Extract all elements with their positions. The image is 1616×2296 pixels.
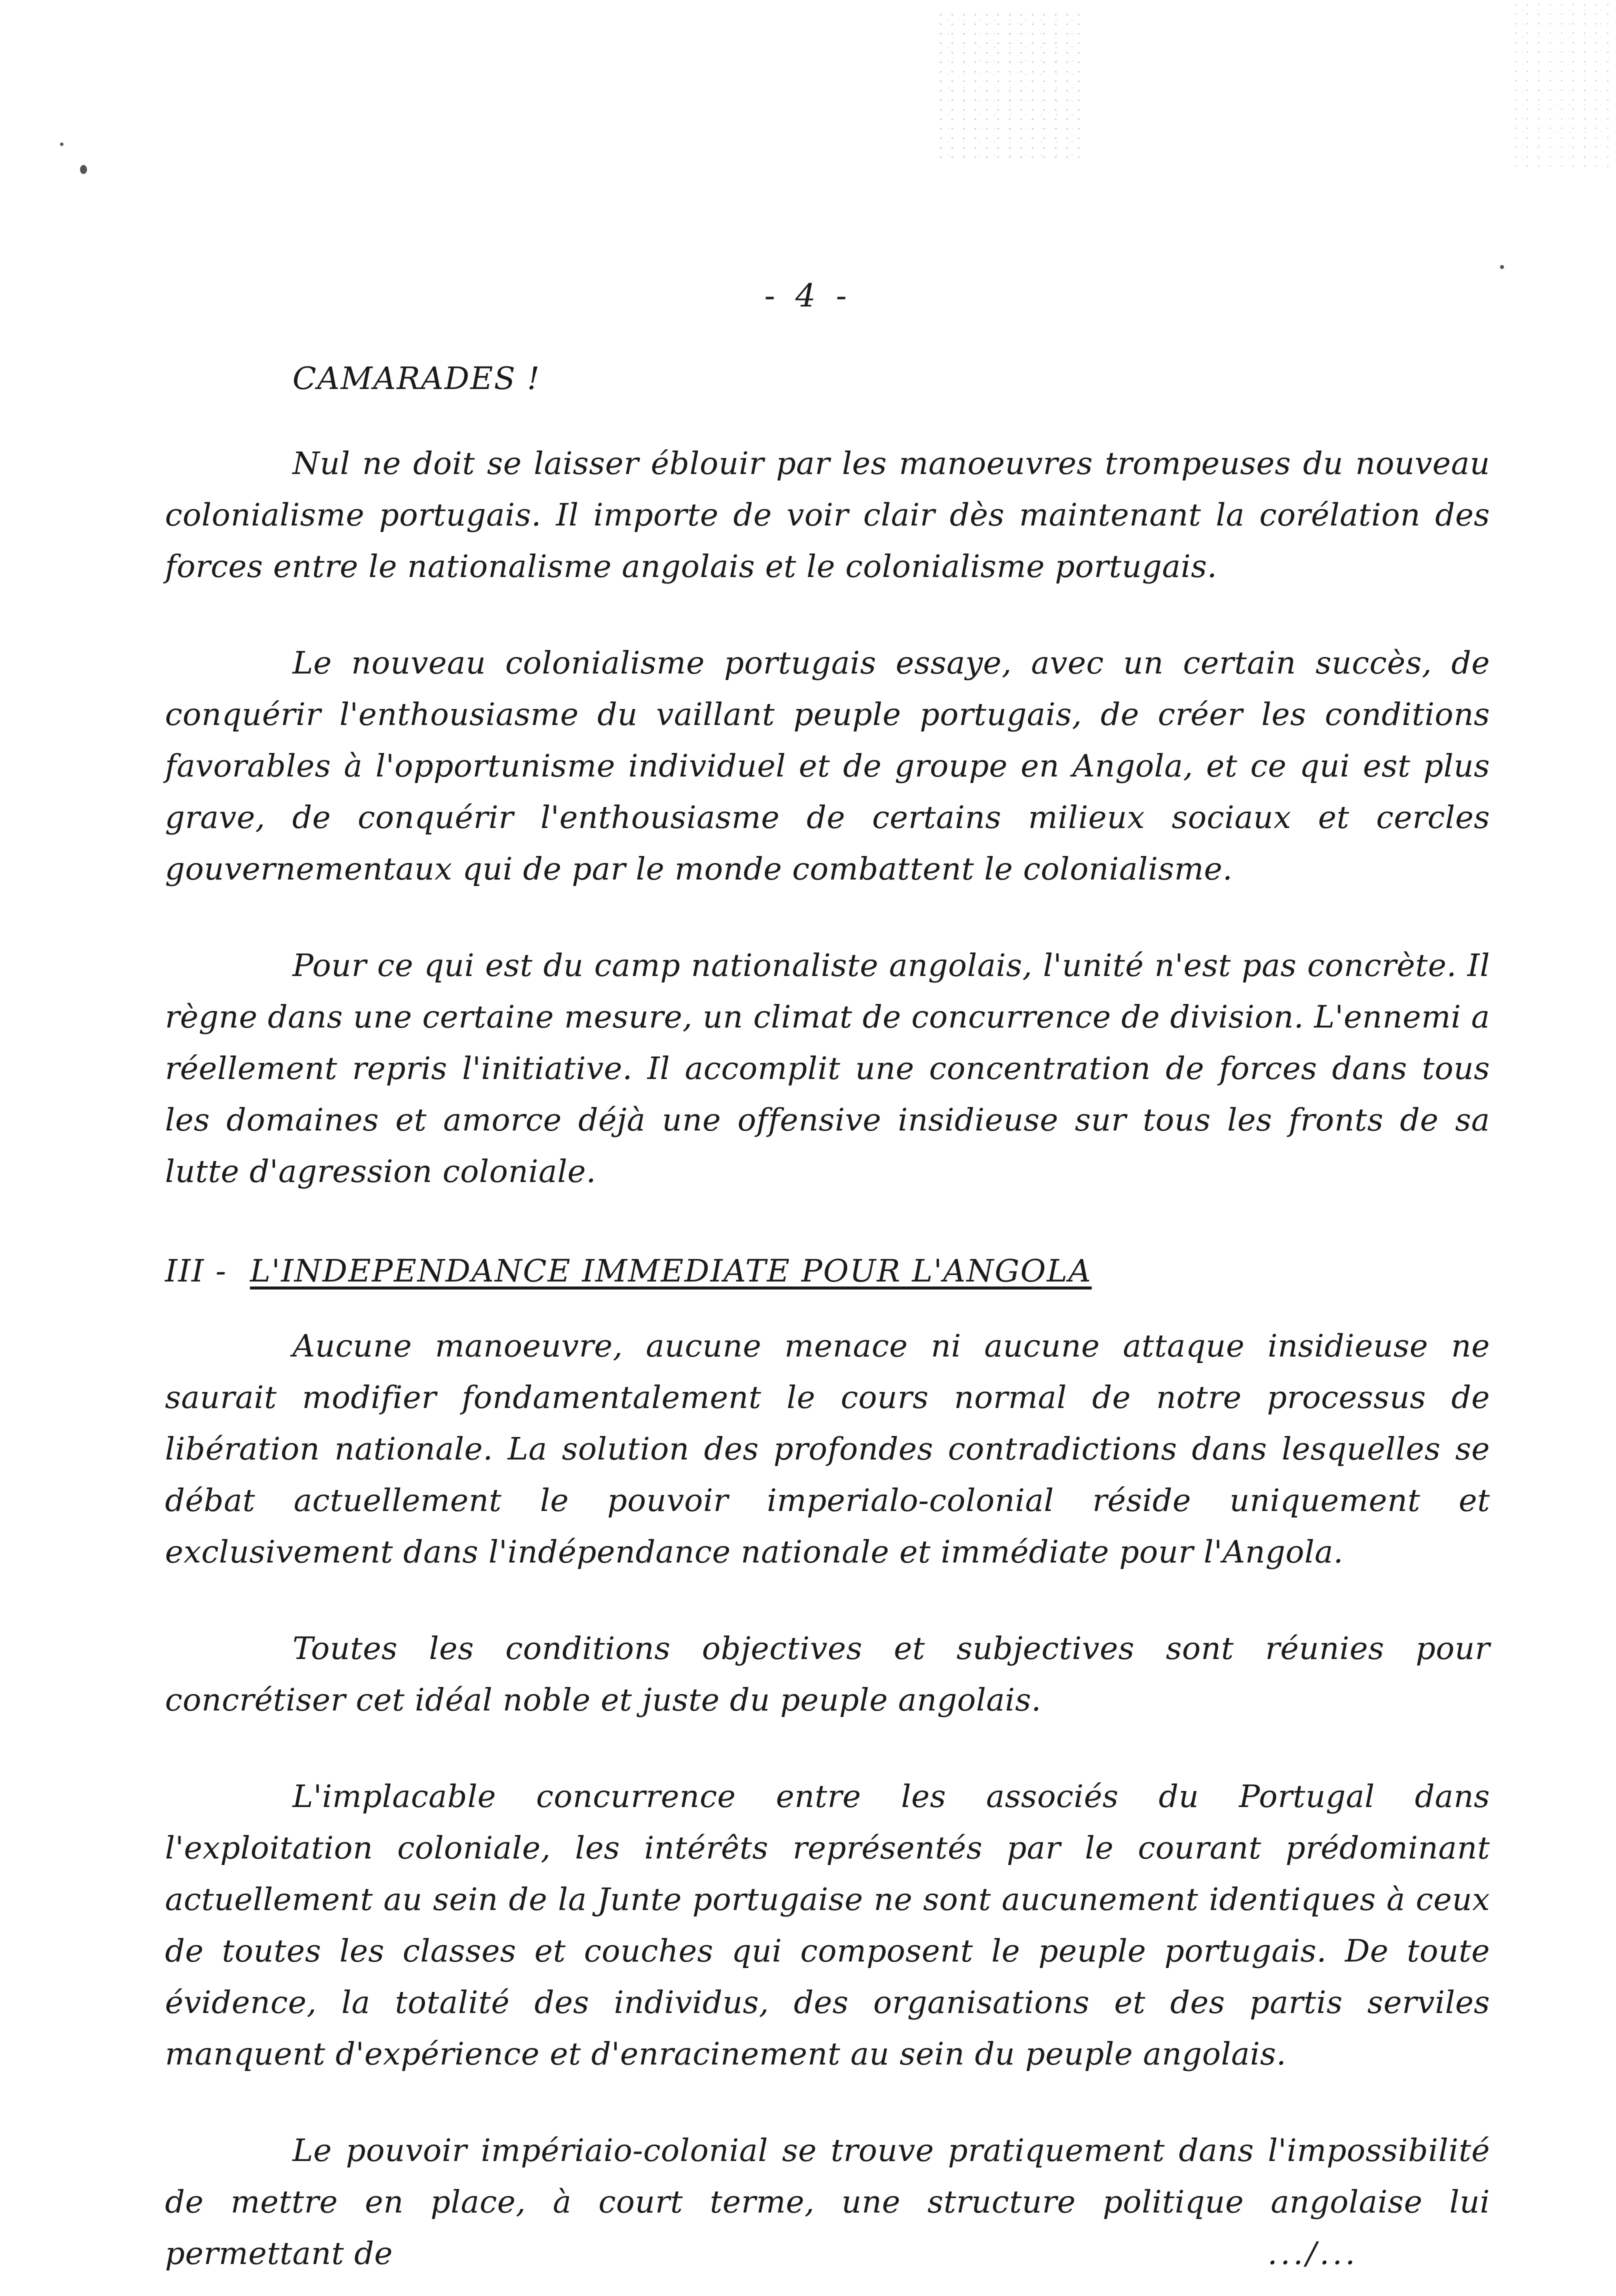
scan-speck <box>80 165 87 174</box>
scan-noise-top <box>935 10 1080 160</box>
paragraph: Le pouvoir impériaio-colonial se trouve pratiquement dans l'impossibilité de mettre en place, à court terme, une structure politique angolaise lui permettant de <box>165 2132 1490 2272</box>
paragraph: Le nouveau colonialisme portugais essaye, avec un certain succès, de conquérir l'enthousiasme du vaillant peuple portugais, de créer les conditions favorables à l'opportunisme individuel et de groupe en Angola, et ce qui est plus grave, de conquérir l'enthousiasme de certains milieux sociaux et cercles gouvernementaux qui de par le monde combattent le colonialisme. <box>165 644 1490 887</box>
section-number: III - <box>165 1252 228 1289</box>
paragraph: L'implacable concurrence entre les associés du Portugal dans l'exploitation coloniale, les intérêts représentés par le courant prédominant actuellement au sein de la Junte portugaise ne sont aucunement identiques à ceux de toutes les classes et couches qui composent le peuple portugais. De toute évidence, la totalité des individus, des organisations et des partis serviles manquent d'expérience et d'enracinement au sein du peuple angolais. <box>165 1778 1490 2072</box>
section-title: L'INDEPENDANCE IMMEDIATE POUR L'ANGOLA <box>250 1252 1092 1289</box>
scan-speck <box>60 142 64 146</box>
paragraph: Aucune manoeuvre, aucune menace ni aucune attaque insidieuse ne saurait modifier fondamentalement le cours normal de notre processus de libération nationale. La solution des profondes contradictions dans lesquelles se débat actuellement le pouvoir imperialo-colonial réside uniquement et exclusivement dans l'indépendance nationale et immédiate pour l'Angola. <box>165 1328 1490 1570</box>
salutation: CAMARADES ! <box>292 360 540 396</box>
section-heading <box>165 1252 1092 1289</box>
scan-noise-top-right <box>1510 0 1616 170</box>
page-number: - 4 - <box>764 278 852 314</box>
continuation-mark: .../... <box>1268 2235 1358 2272</box>
paragraph: Pour ce qui est du camp nationaliste angolais, l'unité n'est pas concrète. Il règne dans une certaine mesure, un climat de concurrence de division. L'ennemi a réellement repris l'initiative. Il accomplit une concentration de forces dans tous les domaines et amorce déjà une offensive insidieuse sur tous les fronts de sa lutte d'agression coloniale. <box>165 947 1490 1190</box>
paragraph: Toutes les conditions objectives et subjectives sont réunies pour concrétiser cet idéal noble et juste du peuple angolais. <box>165 1630 1490 1718</box>
paragraph: Nul ne doit se laisser éblouir par les manoeuvres trompeuses du nouveau colonialisme portugais. Il importe de voir clair dès maintenant la corélation des forces entre le nationalisme angolais et le colonialisme portugais. <box>165 445 1490 584</box>
part1-body <box>165 438 1490 1197</box>
part2-body <box>165 1320 1490 2279</box>
scan-speck <box>1500 265 1504 269</box>
